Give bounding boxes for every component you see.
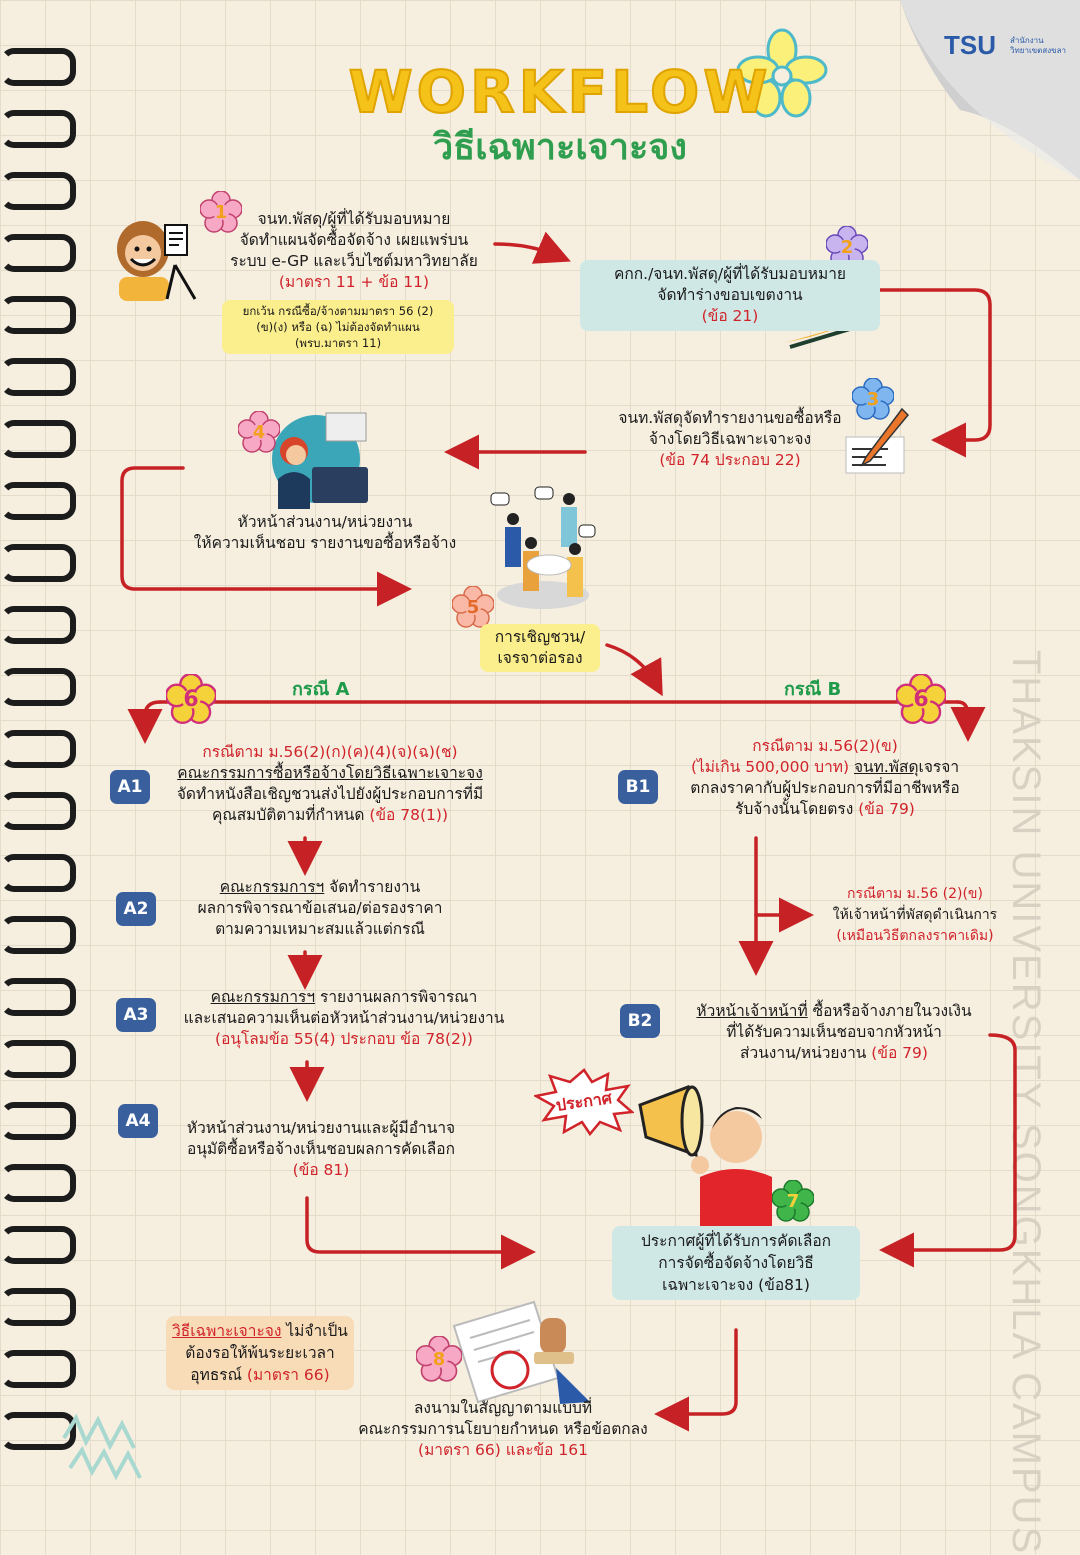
b2-line3 [674,1043,994,1064]
step-7-text [612,1226,860,1300]
a1-text [150,742,510,826]
a1-line2: คณะกรรมการซื้อหรือจ้างโดยวิธีเฉพาะเจาะจง [177,764,483,782]
meeting-group-icon [485,485,600,623]
step-2-number: 2 [840,236,854,258]
step-7-line3: เฉพาะเจาะจง (ข้อ81) [662,1276,810,1294]
step-7-line1: ประกาศผู้ที่ได้รับการคัดเลือก [640,1232,832,1250]
announcement-text: ประกาศ [554,1088,613,1115]
arrow-7-8 [668,1330,736,1414]
a1-line4-text: คุณสมบัติตามที่กำหนด [211,806,370,824]
step-6b-flower-icon [896,674,946,724]
badge-a2: A2 [116,892,156,926]
contract-stamp-icon [440,1298,592,1404]
a3-text [162,987,526,1050]
step-4-flower-icon [238,411,280,453]
a4-text [166,1118,476,1181]
b1-line2-officer: จนท.พัสดุ [853,758,919,776]
step-8-line3: (มาตรา 66) และข้อ 161 [418,1441,588,1459]
step-2-line3: (ข้อ 21) [701,307,759,325]
step-1-line2: จัดทำแผนจัดซื้อจัดจ้าง เผยแพร่บน [239,231,469,249]
badge-b1: B1 [618,770,658,804]
b2-text [674,1001,994,1064]
step-4-text [170,512,480,554]
step-3-text [590,408,870,471]
appeal-note-line3-text: อุทธรณ์ [190,1366,247,1384]
step-2-line1: คกก./จนท.พัสดุ/ผู้ที่ได้รับมอบหมาย [614,265,846,283]
b1-line4 [664,799,986,820]
page-title: WORKFLOW [348,58,772,126]
b-side-line2: ให้เจ้าหน้าที่พัสดุดำเนินการ [832,907,998,923]
badge-a3: A3 [116,998,156,1032]
b1-line3: ตกลงราคากับผู้ประกอบการที่มีอาชีพหรือ [690,779,960,797]
b2-line3-ref: (ข้อ 79) [871,1044,928,1062]
person-laptop-icon [105,215,197,305]
step-4-line2: ให้ความเห็นชอบ รายงานขอซื้อหรือจ้าง [193,534,457,552]
a2-text [170,877,470,940]
step-1-line4: (มาตรา 11 + ข้อ 11) [278,273,430,291]
step-4-number: 4 [252,421,266,443]
b-side-note [800,884,1030,947]
b1-line4-text: รับจ้างนั้นโดยตรง [735,800,859,818]
appeal-note [166,1316,354,1390]
b1-text [664,736,986,820]
a3-line1 [162,987,526,1008]
a3-line3: (อนุโลมข้อ 55(4) ประกอบ ข้อ 78(2)) [215,1030,473,1048]
arrow-split-b [958,702,968,728]
step-3-number: 3 [866,388,880,410]
arrow-5-split [607,645,656,684]
step-1-note-line2: (ข)(ง) หรือ (ฉ) ไม่ต้องจัดทำแผน [256,320,420,334]
step-5-text [480,624,600,672]
appeal-note-line1 [172,1320,348,1342]
megaphone-man-icon [636,1085,782,1230]
step-1-note-line1: ยกเว้น กรณีซื้อ/จ้างตามมาตรา 56 (2) [242,304,434,318]
step-8-text [330,1398,676,1461]
logo-org-line1: สำนักงาน [1010,36,1044,45]
b2-line1 [674,1001,994,1022]
step-1-line1: จนท.พัสดุ/ผู้ที่ได้รับมอบหมาย [257,210,451,228]
step-8-line1: ลงนามในสัญญาตามแบบที่ [413,1399,593,1417]
a4-line1: หัวหน้าส่วนงาน/หน่วยงานและผู้มีอำนาจ [186,1119,456,1137]
a3-line1-rest: รายงานผลการพิจารณา [315,988,478,1006]
a3-line1-committee: คณะกรรมการฯ [210,988,316,1006]
b2-line2: ที่ได้รับความเห็นชอบจากหัวหน้า [726,1023,942,1041]
step-3-line2: จ้างโดยวิธีเฉพาะเจาะจง [648,430,812,448]
step-1-line3: ระบบ e-GP และเว็บไซต์มหาวิทยาลัย [230,252,478,270]
appeal-note-method: วิธีเฉพาะเจาะจง [172,1322,282,1340]
b1-line4-ref: (ข้อ 79) [858,800,915,818]
arrow-b2-7 [893,1035,1015,1250]
case-a-label: กรณี A [292,679,350,700]
b2-line1-head: หัวหน้าเจ้าหน้าที่ [696,1002,808,1020]
step-5-line1: การเชิญชวน/ [494,628,586,646]
step-8-flower-icon [416,1336,462,1382]
appeal-note-line1-rest: ไม่จำเป็น [281,1322,348,1340]
arrow-a4-7 [307,1198,522,1252]
logo-org-line2: วิทยาเขตสงขลา [1010,46,1066,55]
a1-line4 [150,805,510,826]
a1-line4-ref: (ข้อ 78(1)) [369,806,449,824]
step-6a-number: 6 [183,686,199,712]
step-7-number: 7 [786,1190,800,1212]
step-7-line2: การจัดซื้อจัดจ้างโดยวิธี [658,1254,814,1272]
step-5-number: 5 [466,596,480,618]
a2-line2: ผลการพิจารณาข้อเสนอ/ต่อรองราคา [197,899,443,917]
step-6a-flower-icon [166,674,216,724]
b2-line3-text: ส่วนงาน/หน่วยงาน [740,1044,872,1062]
a4-line2: อนุมัติซื้อหรือจ้างเห็นชอบผลการคัดเลือก [187,1140,455,1158]
scribble-doodle [60,1398,150,1488]
badge-b2: B2 [620,1004,660,1038]
a2-line1 [170,877,470,898]
b2-line1-rest: ซื้อหรือจ้างภายในวงเงิน [807,1002,972,1020]
step-3-line1: จนท.พัสดุจัดทำรายงานขอซื้อหรือ [618,409,842,427]
step-7-flower-icon [772,1180,814,1222]
step-1-number: 1 [214,201,228,223]
watermark: THAKSIN UNIVERSITY SONGKHLA CAMPUS [1004,650,1048,1555]
step-3-line3: (ข้อ 74 ประกอบ 22) [659,451,801,469]
appeal-note-line2: ต้องรอให้พ้นระยะเวลา [185,1344,335,1362]
a2-line1-committee: คณะกรรมการฯ [219,878,325,896]
logo-text: TSU [944,30,996,60]
a1-line3: จัดทำหนังสือเชิญชวนส่งไปยังผู้ประกอบการที่มี [176,785,484,803]
office-worker-icon [262,405,386,515]
step-1-text [196,209,512,293]
step-5-flower-icon [452,586,494,628]
a3-line2: และเสนอความเห็นต่อหัวหน้าส่วนงาน/หน่วยงาน [183,1009,505,1027]
step-4-line1: หัวหน้าส่วนงาน/หน่วยงาน [237,513,413,531]
page-subtitle: วิธีเฉพาะเจาะจง [433,127,687,168]
b1-line2-rest: เจรจา [918,758,960,776]
a1-line1: กรณีตาม ม.56(2)(ก)(ค)(4)(จ)(ฉ)(ช) [202,743,458,761]
badge-a1: A1 [110,770,150,804]
step-5-line2: เจรจาต่อรอง [497,649,583,667]
step-6b-number: 6 [913,686,929,712]
appeal-note-line3 [172,1364,348,1386]
a2-line3: ตามความเหมาะสมแล้วแต่กรณี [215,920,425,938]
arrow-split-a [145,702,160,730]
b1-line2 [664,757,986,778]
b1-line2-limit: (ไม่เกิน 500,000 บาท) [690,758,854,776]
step-1-exception-note [222,300,454,354]
a4-line3: (ข้อ 81) [292,1161,350,1179]
step-2-line2: จัดทำร่างขอบเขตงาน [657,286,803,304]
b-side-line1: กรณีตาม ม.56 (2)(ข) [847,886,983,902]
a2-line1-rest: จัดทำรายงาน [324,878,421,896]
step-1-note-line3: (พรบ.มาตรา 11) [294,336,382,350]
step-8-line2: คณะกรรมการนโยบายกำหนด หรือข้อตกลง [358,1420,648,1438]
announcement-burst [534,1068,634,1136]
badge-a4: A4 [118,1104,158,1138]
case-b-label: กรณี B [784,679,842,700]
step-8-number: 8 [432,1348,446,1370]
step-2-text [580,260,880,331]
b-side-line3: (เหมือนวิธีตกลงราคาเดิม) [836,928,994,944]
appeal-note-ref: (มาตรา 66) [246,1366,330,1384]
b1-line1: กรณีตาม ม.56(2)(ข) [752,737,898,755]
